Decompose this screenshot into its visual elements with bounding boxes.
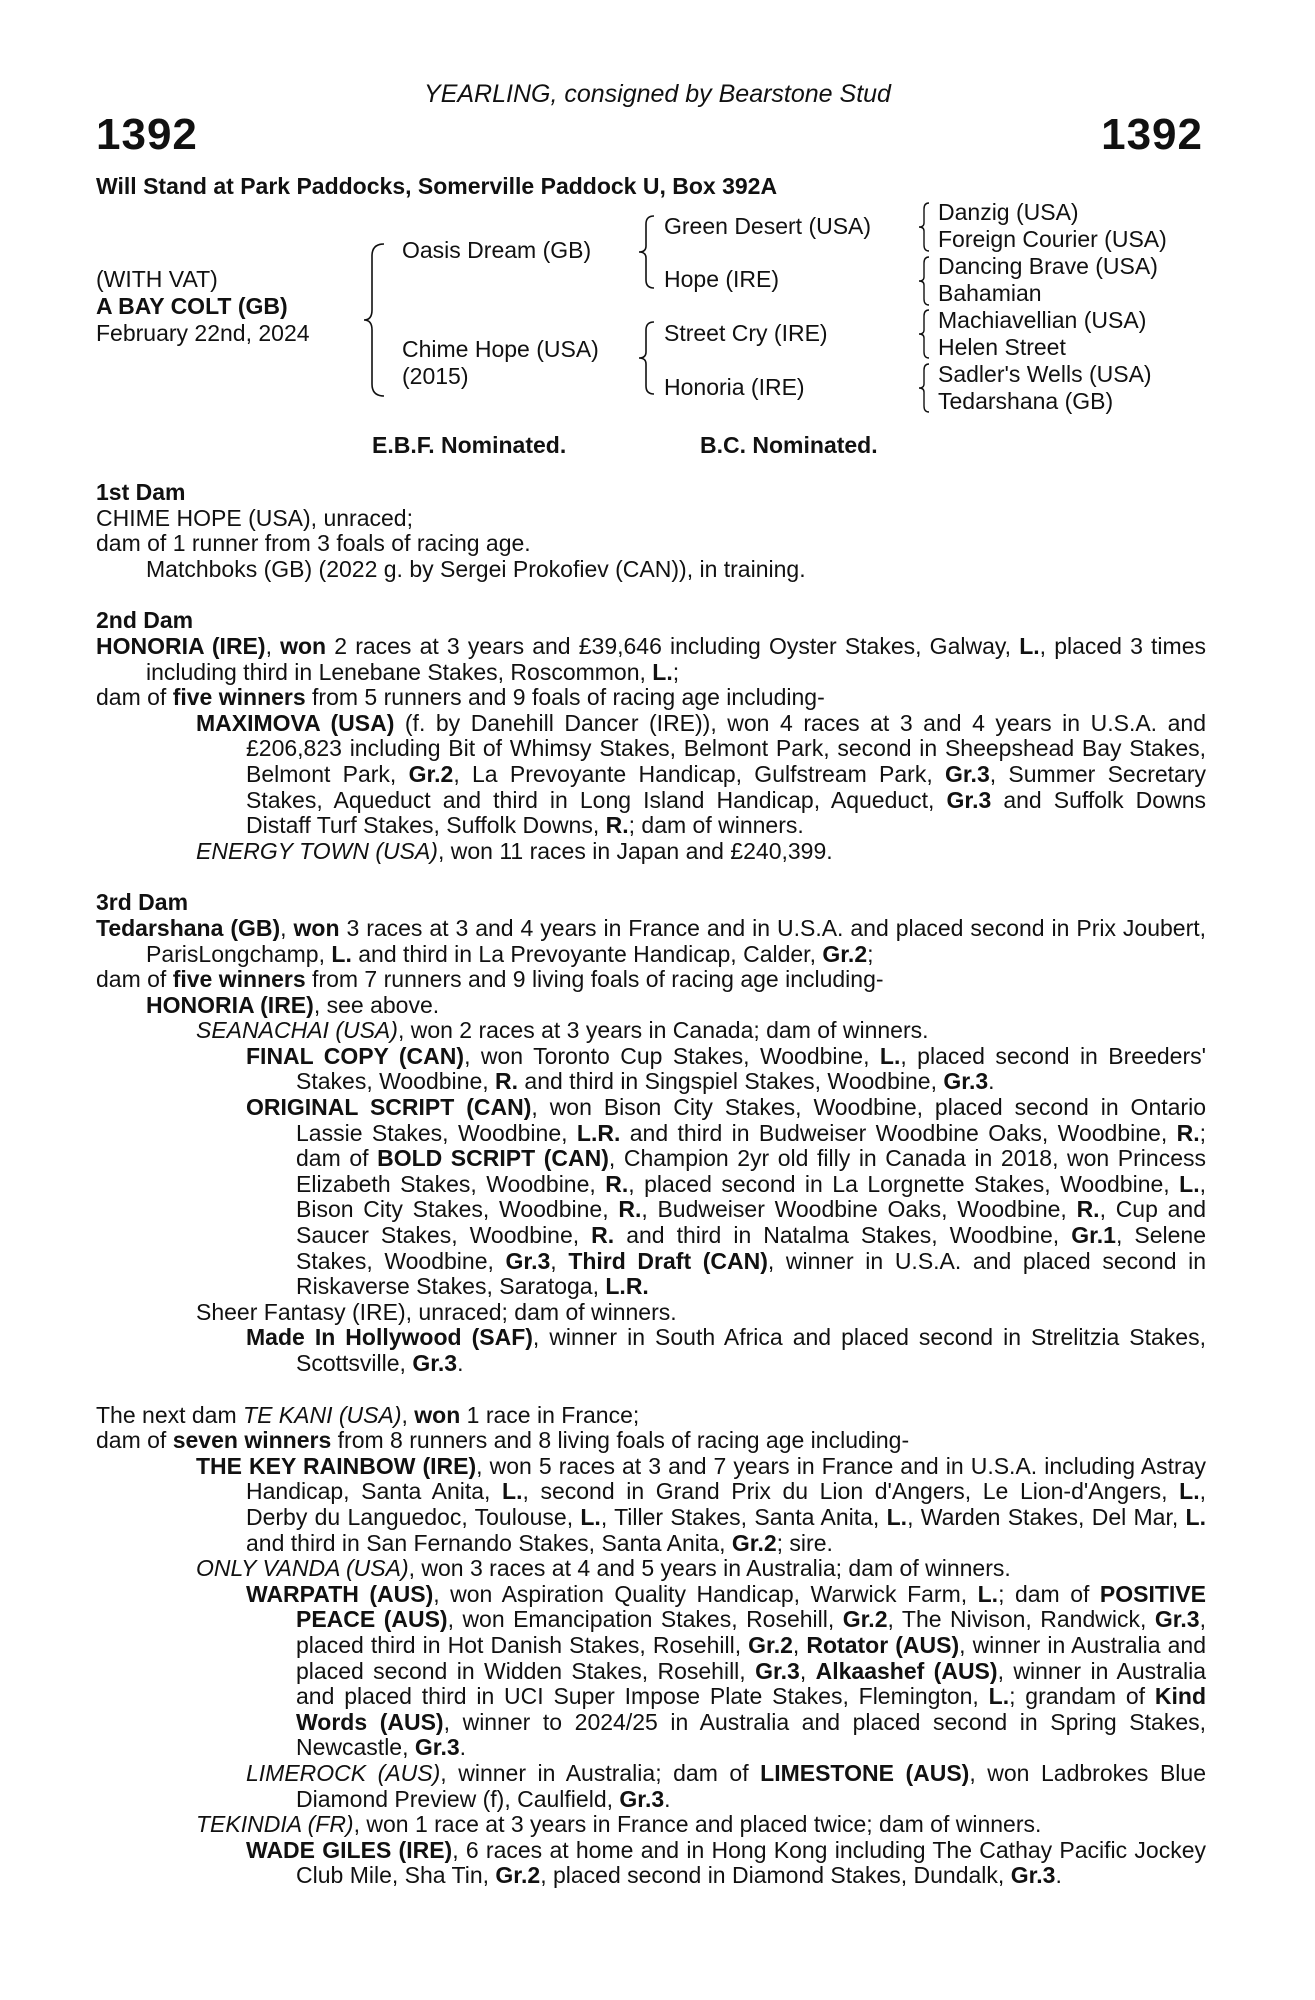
brace-g78 — [916, 361, 932, 415]
pedigree-g4: Bahamian — [938, 280, 1042, 306]
key-rainbow-entry: THE KEY RAINBOW (IRE), won 5 races at 3 and 7 years in France and in U.S.A. including Astray Handicap, Santa Anita, L., second in Grand Prix du Lion d'Angers, Le Lion-d'Angers, L., Derby du Languedoc, Toulouse, L., Tiller Stakes, Santa Anita, L., Warden Stakes, Del Mar, L. and third in San Fernando Stakes, Santa Anita, Gr.2; sire. — [196, 1452, 1206, 1556]
final-copy-entry: FINAL COPY (CAN), won Toronto Cup Stakes, Woodbine, L., placed second in Breeders' Stakes, Woodbine, R. and third in Singspiel Stakes, Woodbine, Gr.3. — [246, 1042, 1206, 1095]
second-dam-text: HONORIA (IRE), won 2 races at 3 years and £39,646 including Oyster Stakes, Galway, L., placed 3 times including third in Lenebane Stakes, Roscommon, L.; — [96, 632, 1206, 685]
pedigree-dam-sire: Street Cry (IRE) — [664, 320, 828, 346]
ebf-nomination: E.B.F. Nominated. — [372, 432, 567, 458]
pedigree-g5: Machiavellian (USA) — [938, 307, 1147, 333]
brace-g56 — [916, 307, 932, 361]
limerock-entry: LIMEROCK (AUS), winner in Australia; dam of LIMESTONE (AUS), won Ladbrokes Blue Diamond Preview (f), Caulfield, Gr.3. — [246, 1759, 1207, 1812]
sheer-fantasy-entry: Sheer Fantasy (IRE), unraced; dam of winners. — [196, 1298, 677, 1325]
next-dam-text: The next dam TE KANI (USA), won 1 race in France; — [96, 1401, 640, 1428]
pedigree-brace-main — [362, 240, 392, 400]
foaling-date: February 22nd, 2024 — [96, 320, 310, 346]
first-dam-heading: 1st Dam — [96, 479, 186, 505]
pedigree-g6: Helen Street — [938, 334, 1066, 360]
maximova-entry: MAXIMOVA (USA) (f. by Danehill Dancer (IRE)), won 4 races at 3 and 4 years in U.S.A. and £206,823 including Bit of Whimsy Stakes, Belmont Park, second in Sheepshead Bay Stakes, Belmont Park, Gr.2, La Prevoyante Handicap, Gulfstream Park, Gr.3, Summer Secretary Stakes, Aqueduct and third in Long Island Handicap, Aqueduct, Gr.3 and Suffolk Downs Distaff Turf Stakes, Suffolk Downs, R.; dam of winners. — [196, 709, 1206, 839]
only-vanda-entry: ONLY VANDA (USA), won 3 races at 4 and 5 years in Australia; dam of winners. — [196, 1555, 1011, 1582]
pedigree-sire-dam: Hope (IRE) — [664, 266, 780, 292]
energy-town-entry: ENERGY TOWN (USA), won 11 races in Japan and £240,399. — [196, 837, 833, 864]
vat-note: (WITH VAT) — [96, 266, 218, 292]
brace-g12 — [916, 200, 932, 254]
lot-number-right: 1392 — [1101, 110, 1203, 159]
pedigree-g8: Tedarshana (GB) — [938, 388, 1114, 414]
consignor-line: YEARLING, consigned by Bearstone Stud — [424, 80, 891, 108]
second-dam-heading: 2nd Dam — [96, 607, 194, 634]
pedigree-dam: Chime Hope (USA) — [402, 336, 599, 362]
pedigree-g3: Dancing Brave (USA) — [938, 253, 1158, 279]
first-dam-foal: Matchboks (GB) (2022 g. by Sergei Prokofiev (CAN)), in training. — [146, 555, 806, 582]
second-dam-produce: dam of five winners from 5 runners and 9 foals of racing age including- — [96, 684, 825, 711]
first-dam-text: CHIME HOPE (USA), unraced; — [96, 504, 413, 531]
next-dam-produce: dam of seven winners from 8 runners and 8 living foals of racing age including- — [96, 1427, 910, 1454]
original-script-entry: ORIGINAL SCRIPT (CAN), won Bison City Stakes, Woodbine, placed second in Ontario Lassie Stakes, Woodbine, L.R. and third in Budweiser Woodbine Oaks, Woodbine, R.; dam of BOLD SCRIPT (CAN), Champion 2yr old filly in Canada in 2018, won Princess Elizabeth Stakes, Woodbine, R., placed second in La Lorgnette Stakes, Woodbine, L., Bison City Stakes, Woodbine, R., Budweiser Woodbine Oaks, Woodbine, R., Cup and Saucer Stakes, Woodbine, R. and third in Natalma Stakes, Woodbine, Gr.1, Selene Stakes, Woodbine, Gr.3, Third Draft (CAN), winner in U.S.A. and placed second in Riskaverse Stakes, Saratoga, L.R. — [246, 1094, 1207, 1300]
catalogue-body — [96, 480, 1206, 1889]
third-dam-heading: 3rd Dam — [96, 889, 189, 916]
stand-location: Will Stand at Park Paddocks, Somerville Paddock U, Box 392A — [96, 173, 778, 199]
pedigree-g7: Sadler's Wells (USA) — [938, 361, 1152, 387]
first-dam-produce: dam of 1 runner from 3 foals of racing age. — [96, 530, 531, 557]
pedigree-brace-sire — [636, 212, 658, 292]
tekindia-entry: TEKINDIA (FR), won 1 race at 3 years in France and placed twice; dam of winners. — [196, 1811, 1042, 1838]
pedigree-g1: Danzig (USA) — [938, 199, 1079, 225]
made-in-hollywood-entry: Made In Hollywood (SAF), winner in South Africa and placed second in Strelitzia Stakes, Scottsville, Gr.3. — [246, 1324, 1206, 1376]
wade-giles-entry: WADE GILES (IRE), 6 races at home and in Hong Kong including The Cathay Pacific Jockey Club Mile, Sha Tin, Gr.2, placed second in Diamond Stakes, Dundalk, Gr.3. — [246, 1836, 1207, 1889]
pedigree-sire: Oasis Dream (GB) — [402, 237, 592, 263]
lot-number-left: 1392 — [96, 110, 198, 159]
pedigree-brace-dam — [636, 318, 658, 398]
pedigree-dam-year: (2015) — [402, 363, 469, 389]
brace-g34 — [916, 254, 932, 308]
bc-nomination: B.C. Nominated. — [700, 432, 878, 458]
warpath-entry: WARPATH (AUS), won Aspiration Quality Handicap, Warwick Farm, L.; dam of POSITIVE PEACE (AUS), won Emancipation Stakes, Rosehill, Gr.2, The Nivison, Randwick, Gr.3, placed third in Hot Danish Stakes, Rosehill, Gr.2, Rotator (AUS), winner in Australia and placed second in Widden Stakes, Rosehill, Gr.3, Alkaashef (AUS), winner in Australia and placed third in UCI Super Impose Plate Stakes, Flemington, L.; grandam of Kind Words (AUS), winner to 2024/25 in Australia and placed second in Spring Stakes, Newcastle, Gr.3. — [246, 1580, 1207, 1761]
pedigree-g2: Foreign Courier (USA) — [938, 226, 1167, 252]
third-dam-produce: dam of five winners from 7 runners and 9 living foals of racing age including- — [96, 966, 884, 993]
third-dam-text: Tedarshana (GB), won 3 races at 3 and 4 years in France and in U.S.A. and placed second in Prix Joubert, ParisLongchamp, L. and third in La Prevoyante Handicap, Calder, Gr.2; — [96, 914, 1207, 967]
honoria-ref: HONORIA (IRE), see above. — [146, 991, 440, 1018]
seanachai-entry: SEANACHAI (USA), won 2 races at 3 years in Canada; dam of winners. — [196, 1017, 929, 1044]
pedigree-dam-dam: Honoria (IRE) — [664, 374, 805, 400]
horse-name: A BAY COLT (GB) — [96, 293, 288, 319]
pedigree-sire-sire: Green Desert (USA) — [664, 213, 872, 239]
